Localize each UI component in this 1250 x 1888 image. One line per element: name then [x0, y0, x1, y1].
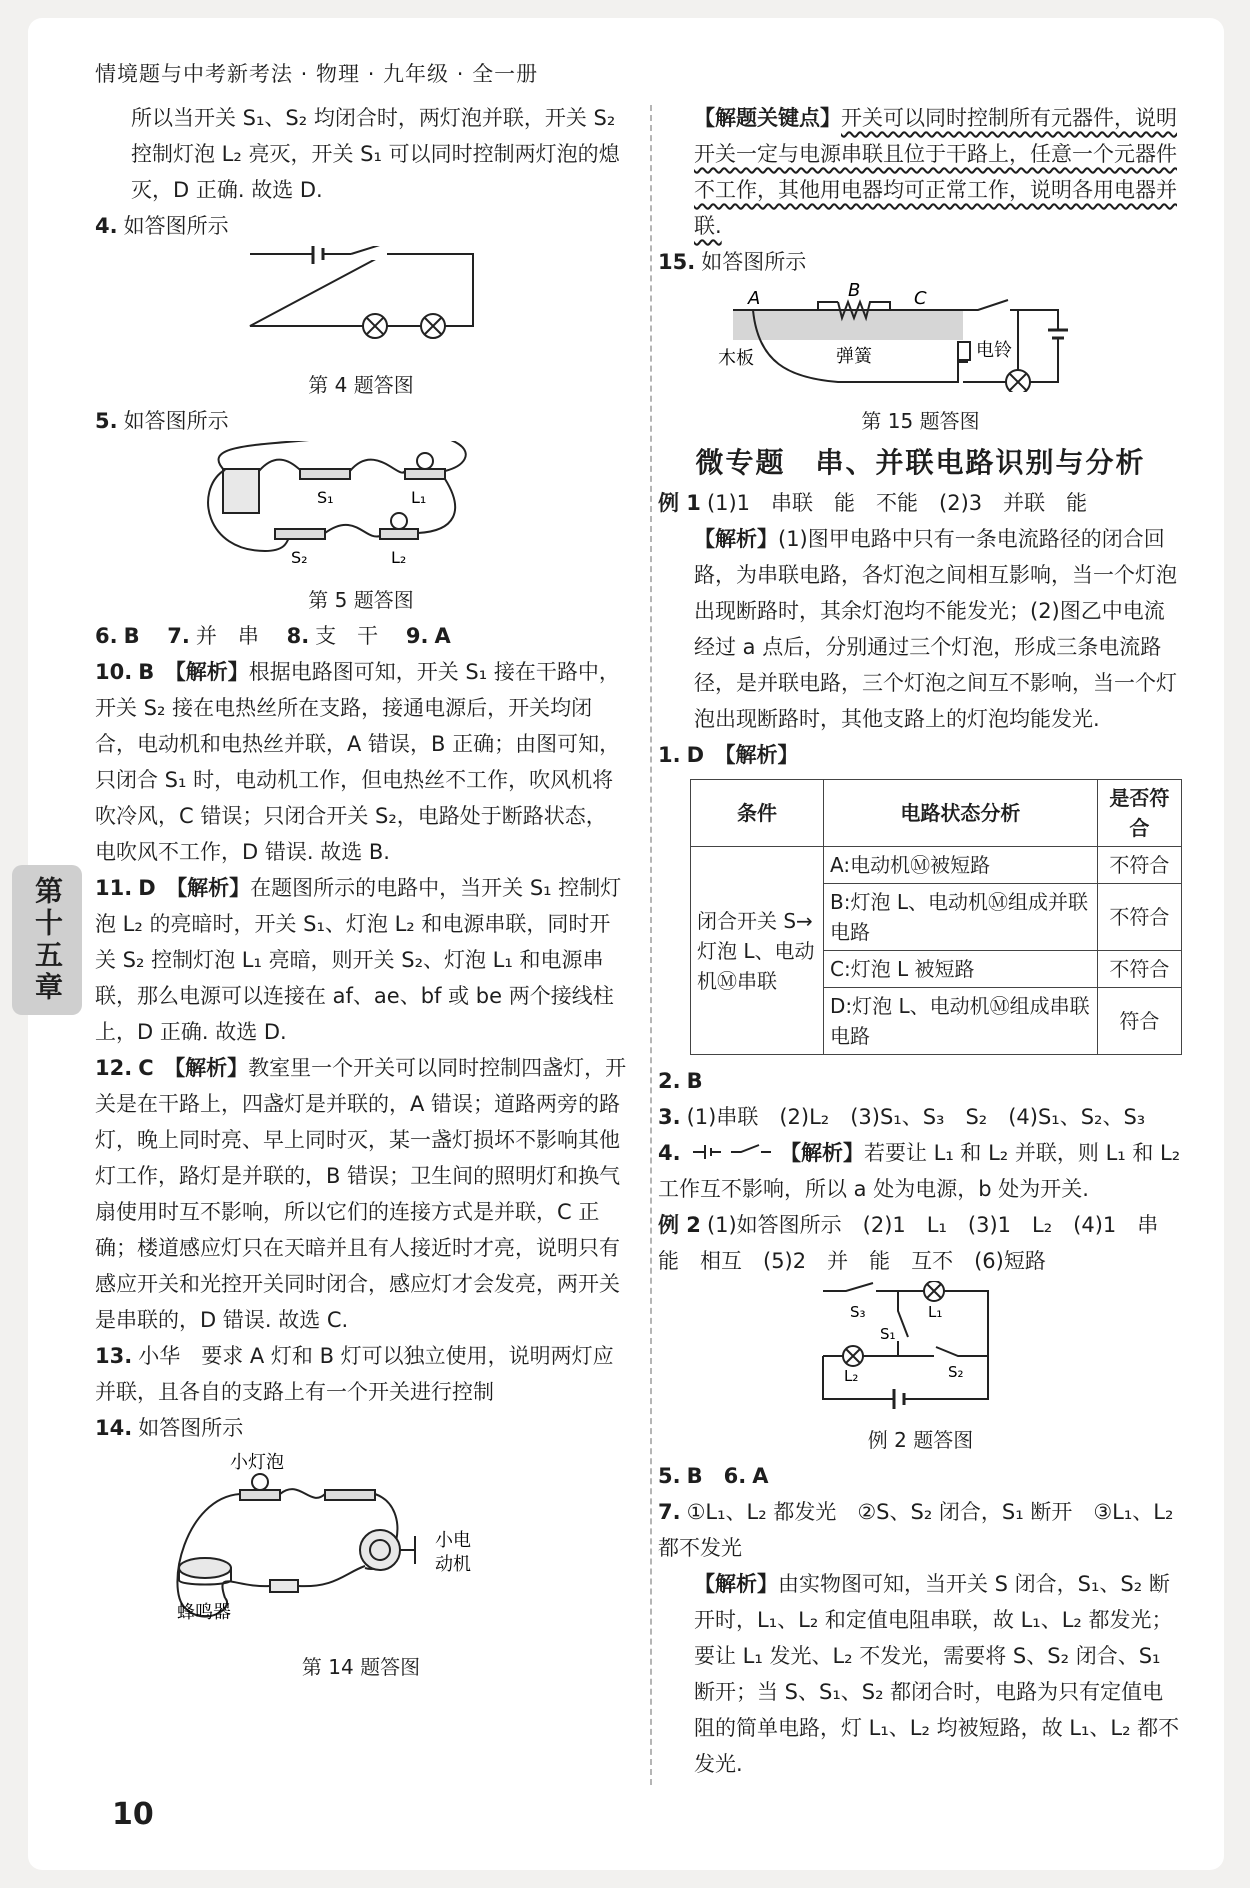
table-cell: 不符合 [1097, 951, 1181, 988]
ex2-circuit-diagram [658, 1281, 1183, 1411]
ex2-label-s1: S₁ [880, 1325, 896, 1343]
q14-label-buzzer: 蜂鸣器 [177, 1602, 231, 1623]
section-title: 微专题 串、并联电路识别与分析 [695, 446, 1146, 479]
rq7-analysis: 【解析】由实物图可知，当开关 S 闭合，S₁、S₂ 断开时，L₁、L₂ 和定值电阻串联，故 L₁、L₂ 都发光；要让 L₁ 发光、L₂ 不发光，需要将 S、S₂ 闭合、S₁ 断开；当 S、S₁、S₂ 都闭合时，电路为只有定值电阻的简单电路，灯 L₁、L₂ 均被短路，故 L₁、L₂ 都不发光. [694, 1572, 1180, 1776]
table-header: 是否符合 [1097, 780, 1181, 847]
rq5-6: 5. B 6. A [658, 1464, 769, 1488]
q13: 13. 小华 要求 A 灯和 B 灯可以独立使用，说明两灯应并联，且各自的支路上有一个开关进行控制 [95, 1344, 614, 1404]
q6-q9: 6. B 7. 并 串 8. 支 干 9. A [95, 624, 451, 648]
q15-circuit-diagram [658, 282, 1183, 392]
table-cell: B:灯泡 L、电动机Ⓜ组成并联电路 [824, 884, 1098, 951]
table-cell: 不符合 [1097, 884, 1181, 951]
q4-caption: 第 4 题答图 [308, 373, 414, 397]
q5-figure [95, 441, 627, 582]
rq3: 3. (1)串联 (2)L₂ (3)S₁、S₃ S₂ (4)S₁、S₂、S₃ [658, 1105, 1146, 1129]
column-divider [650, 105, 652, 1785]
q5-label-l2: L₂ [391, 548, 407, 567]
page-header: 情境题与中考新考法 · 物理 · 九年级 · 全一册 [95, 62, 539, 86]
q5-label-l1: L₁ [411, 488, 427, 507]
q12: 12. C 【解析】教室里一个开关可以同时控制四盏灯，开关是在干路上，四盏灯是并联的，A 错误；道路两旁的路灯，晚上同时亮、早上同时灭，某一盏灯损坏不影响其他灯工作，路灯是并联的，B 错误；卫生间的照明灯和换气扇使用时互不影响，所以它们的连接方式是并联，C 正确；楼道感应灯只在天暗并且有人接近时才亮，说明只有感应开关和光控开关同时闭合，感应灯才会发亮，两开关是串联的，D 错误. 故选 C. [95, 1056, 627, 1332]
q15-label-spring: 弹簧 [836, 346, 872, 367]
right-column [658, 100, 1183, 1782]
example-2: 例 2 (1)如答图所示 (2)1 L₁ (3)1 L₂ (4)1 串 能 相互 (5)2 并 能 互不 (6)短路 [658, 1213, 1180, 1273]
q15-wood-board [733, 310, 963, 340]
q15-label-b: B [848, 282, 861, 301]
rq7: 7. ①L₁、L₂ 都发光 ②S、S₂ 闭合，S₁ 断开 ③L₁、L₂ 都不发光 [658, 1500, 1174, 1560]
q14-figure [95, 1448, 627, 1649]
battery-switch-symbols [693, 1142, 773, 1160]
rq4: 4. 【解析】若要让 L₁ 和 L₂ 并联，则 L₁ 和 L₂ 工作互不影响，所以 a 处为电源，b 处为开关. [658, 1141, 1181, 1201]
q15-label-a: A [748, 288, 761, 309]
q15-label-board: 木板 [718, 348, 754, 369]
ex2-caption: 例 2 题答图 [867, 1428, 974, 1452]
q4-figure [95, 246, 627, 367]
q14-label-bulb: 小灯泡 [230, 1452, 284, 1473]
ex2-label-s2: S₂ [948, 1363, 964, 1381]
q5-physical-circuit [95, 441, 627, 571]
ex2-label-l1: L₁ [928, 1303, 943, 1321]
left-column [95, 100, 627, 1685]
q4: 4. 如答图所示 [95, 214, 229, 238]
table-header: 电路状态分析 [824, 780, 1098, 847]
q15-caption: 第 15 题答图 [861, 409, 980, 433]
table-cell: D:灯泡 L、电动机Ⓜ组成串联电路 [824, 988, 1098, 1055]
q14-label-motor-1: 小电 [435, 1530, 471, 1551]
chapter-tab: 第十五章 [12, 865, 82, 1015]
table-cell: 不符合 [1097, 847, 1181, 884]
table-header: 条件 [691, 780, 824, 847]
ex2-figure [658, 1281, 1183, 1422]
q15-label-c: C [914, 288, 927, 309]
q14: 14. 如答图所示 [95, 1416, 244, 1440]
q15: 15. 如答图所示 [658, 250, 807, 274]
q14-physical-circuit [95, 1448, 627, 1638]
q14-caption: 第 14 题答图 [301, 1655, 421, 1679]
example-1-analysis: 【解析】(1)图甲电路中只有一条电流路径的闭合回路，为串联电路，各灯泡之间相互影响，当一个灯泡出现断路时，其余灯泡均不能发光；(2)图乙中电流经过 a 点后，分别通过三个灯泡，形成三条电流路径，是并联电路，三个灯泡之间互不影响，当一个灯泡出现断路时，其他支路上的灯泡均能发光. [694, 527, 1177, 731]
q5-caption: 第 5 题答图 [308, 588, 414, 612]
q10: 10. B 【解析】根据电路图可知，开关 S₁ 接在干路中，开关 S₂ 接在电热丝所在支路，接通电源后，开关均闭合，电动机和电热丝并联，A 错误，B 正确；由图可知，只闭合 S₁ 时，电动机工作，但电热丝不工作，吹风机将吹冷风，C 错误；只闭合开关 S₂，电路处于断路状态，电吹风不工作，D 错误. 故选 B. [95, 660, 621, 864]
analysis-table [690, 779, 1182, 1055]
table-condition-cell: 闭合开关 S→灯泡 L、电动机Ⓜ串联 [691, 847, 824, 1055]
rq2: 2. B [658, 1069, 703, 1093]
table-cell: 符合 [1097, 988, 1181, 1055]
q5-label-s1: S₁ [317, 488, 334, 507]
page-number: 10 [112, 1797, 154, 1832]
q15-figure [658, 282, 1183, 403]
table-cell: A:电动机Ⓜ被短路 [824, 847, 1098, 884]
table-cell: C:灯泡 L 被短路 [824, 951, 1098, 988]
q3-continuation: 所以当开关 S₁、S₂ 均闭合时，两灯泡并联，开关 S₂ 控制灯泡 L₂ 亮灭，开关 S₁ 可以同时控制两灯泡的熄灭，D 正确. 故选 D. [131, 106, 620, 202]
example-1: 例 1 (1)1 串联 能 不能 (2)3 并联 能 [658, 491, 1088, 515]
rq1: 1. D 【解析】 [658, 743, 799, 767]
q14-label-motor-2: 动机 [435, 1554, 471, 1575]
q5-label-s2: S₂ [291, 548, 308, 567]
q5: 5. 如答图所示 [95, 409, 229, 433]
q11: 11. D 【解析】在题图所示的电路中，当开关 S₁ 控制灯泡 L₂ 的亮暗时，开关 S₁、灯泡 L₂ 和电源串联，同时开关 S₂ 控制灯泡 L₁ 亮暗，则开关 S₂、灯泡 L₁ 和电源串联，那么电源可以连接在 af、ae、bf 或 be 两个接线柱上，D 正确. 故选 D. [95, 876, 622, 1044]
ex2-label-s3: S₃ [850, 1303, 866, 1321]
key-point: 【解题关键点】开关可以同时控制所有元器件，说明开关一定与电源串联且位于干路上，任意一个元器件不工作，其他用电器均可正常工作，说明各用电器并联. [694, 106, 1177, 238]
q4-circuit-diagram [95, 246, 627, 356]
q15-label-bell: 电铃 [976, 340, 1012, 361]
ex2-label-l2: L₂ [844, 1367, 859, 1385]
